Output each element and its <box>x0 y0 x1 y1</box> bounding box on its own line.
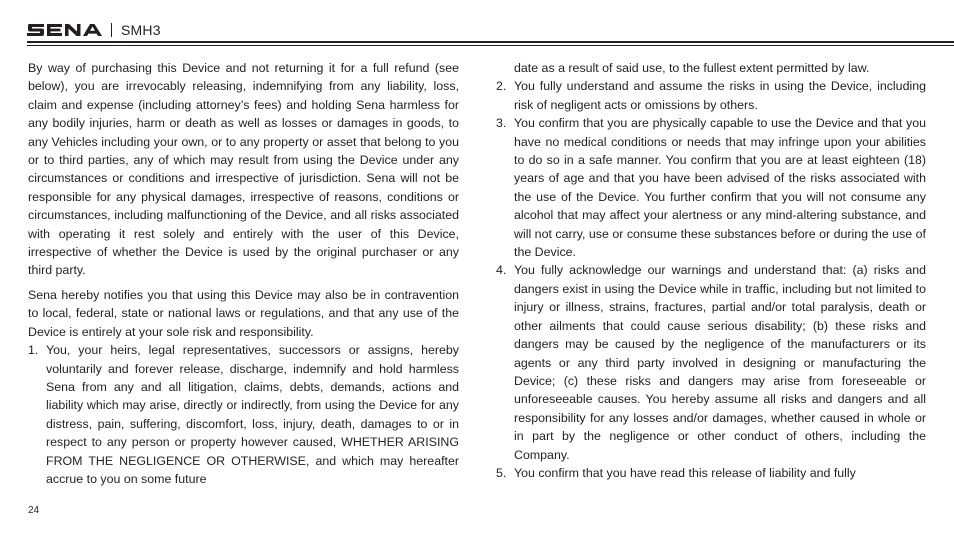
list-item-number: 2. <box>496 79 507 94</box>
model-name: SMH3 <box>121 22 161 38</box>
page-number: 24 <box>28 505 40 516</box>
list-item-number: 5. <box>496 465 507 480</box>
list-item-number: 4. <box>496 263 507 278</box>
paragraph-notice: Sena hereby notifies you that using this Device may also be in contravention to local, federal, state or national laws or regulations, and that any use of the Device is entirely at your sole risk and responsibility. <box>28 287 459 339</box>
list-item-continuation: date as a result of said use, to the fullest extent permitted by law. <box>514 61 870 75</box>
list-item-text: You fully understand and assume the risks in using the Device, including risk of negligent acts or omissions by others. <box>514 79 926 112</box>
numbered-list-right <box>496 77 926 482</box>
list-item <box>496 261 926 463</box>
list-item-number: 1. <box>28 343 39 358</box>
list-item <box>28 341 459 488</box>
header-rule <box>27 41 954 43</box>
list-item-text: You confirm that you have read this release of liability and fully <box>514 465 856 480</box>
list-item-number: 3. <box>496 116 507 131</box>
page-header <box>27 18 161 42</box>
list-item <box>496 114 926 261</box>
sena-logo <box>27 23 103 37</box>
left-column <box>28 59 459 488</box>
right-column <box>496 59 926 482</box>
list-item <box>496 77 926 114</box>
header-rule-thin <box>27 45 954 46</box>
list-item-text: You confirm that you are physically capable to use the Device and that you have no medical conditions or needs that may infringe upon your abilities to do so in a safe manner. You confirm that you are at least eighteen (18) years of age and that you have been advised of the risks associated with the use of the Device. You further confirm that you will not consume any alcohol that may affect your alertness or any mind-altering substance, and will not carry, use or consume these substances before or during the use of the Device. <box>514 116 926 260</box>
list-item-text: You, your heirs, legal representatives, successors or assigns, hereby voluntarily and forever release, discharge, indemnify and hold harmless Sena from any and all litigation, claims, debts, demands, actions and liability which may arise, directly or indirectly, from using the Device for any distress, pain, suffering, discomfort, loss, injury, death, damages to or in respect to any person or property however caused, WHETHER ARISING FROM THE NEGLIGENCE OR OTHERWISE, and which may hereafter accrue to you on some future <box>46 343 459 486</box>
header-separator <box>111 23 112 37</box>
paragraph-release: By way of purchasing this Device and not returning it for a full refund (see below), you are irrevocably releasing, indemnifying from any liability, loss, claim and expense (including attorney’s fees) and holding Sena harmless for any bodily injuries, harm or death as well as losses or damages in goods, to any Vehicles including your own, or to any property or asset that belong to you or to third parties, any of which may result from using the Device under any circumstances or conditions and irrespective of jurisdiction. Sena will not be responsible for any physical damages, irrespective of reasons, conditions or circumstances, including malfunctioning of the Device, and all risks associated with operating it rest solely and entirely with the user of this Device, irrespective of whether the Device is used by the original purchaser or any third party. <box>28 61 459 278</box>
list-item-text: You fully acknowledge our warnings and understand that: (a) risks and dangers exist in using the Device while in traffic, including but not limited to injury or illness, strains, fractures, partial and/or total paralysis, death or other ailments that could cause serious disability; (b) these risks and dangers may be caused by the negligence of the manufacturers or its agents or any third party involved in designing or manufacturing the Device; (c) these risks and dangers may arise from foreseeable or unforeseeable causes. You hereby assume all risks and dangers and all responsibility for any losses and/or damages, whether caused in whole or in part by the negligence or other conduct of others, including the Company. <box>514 263 926 462</box>
numbered-list-left <box>28 341 459 488</box>
list-item <box>496 464 926 482</box>
